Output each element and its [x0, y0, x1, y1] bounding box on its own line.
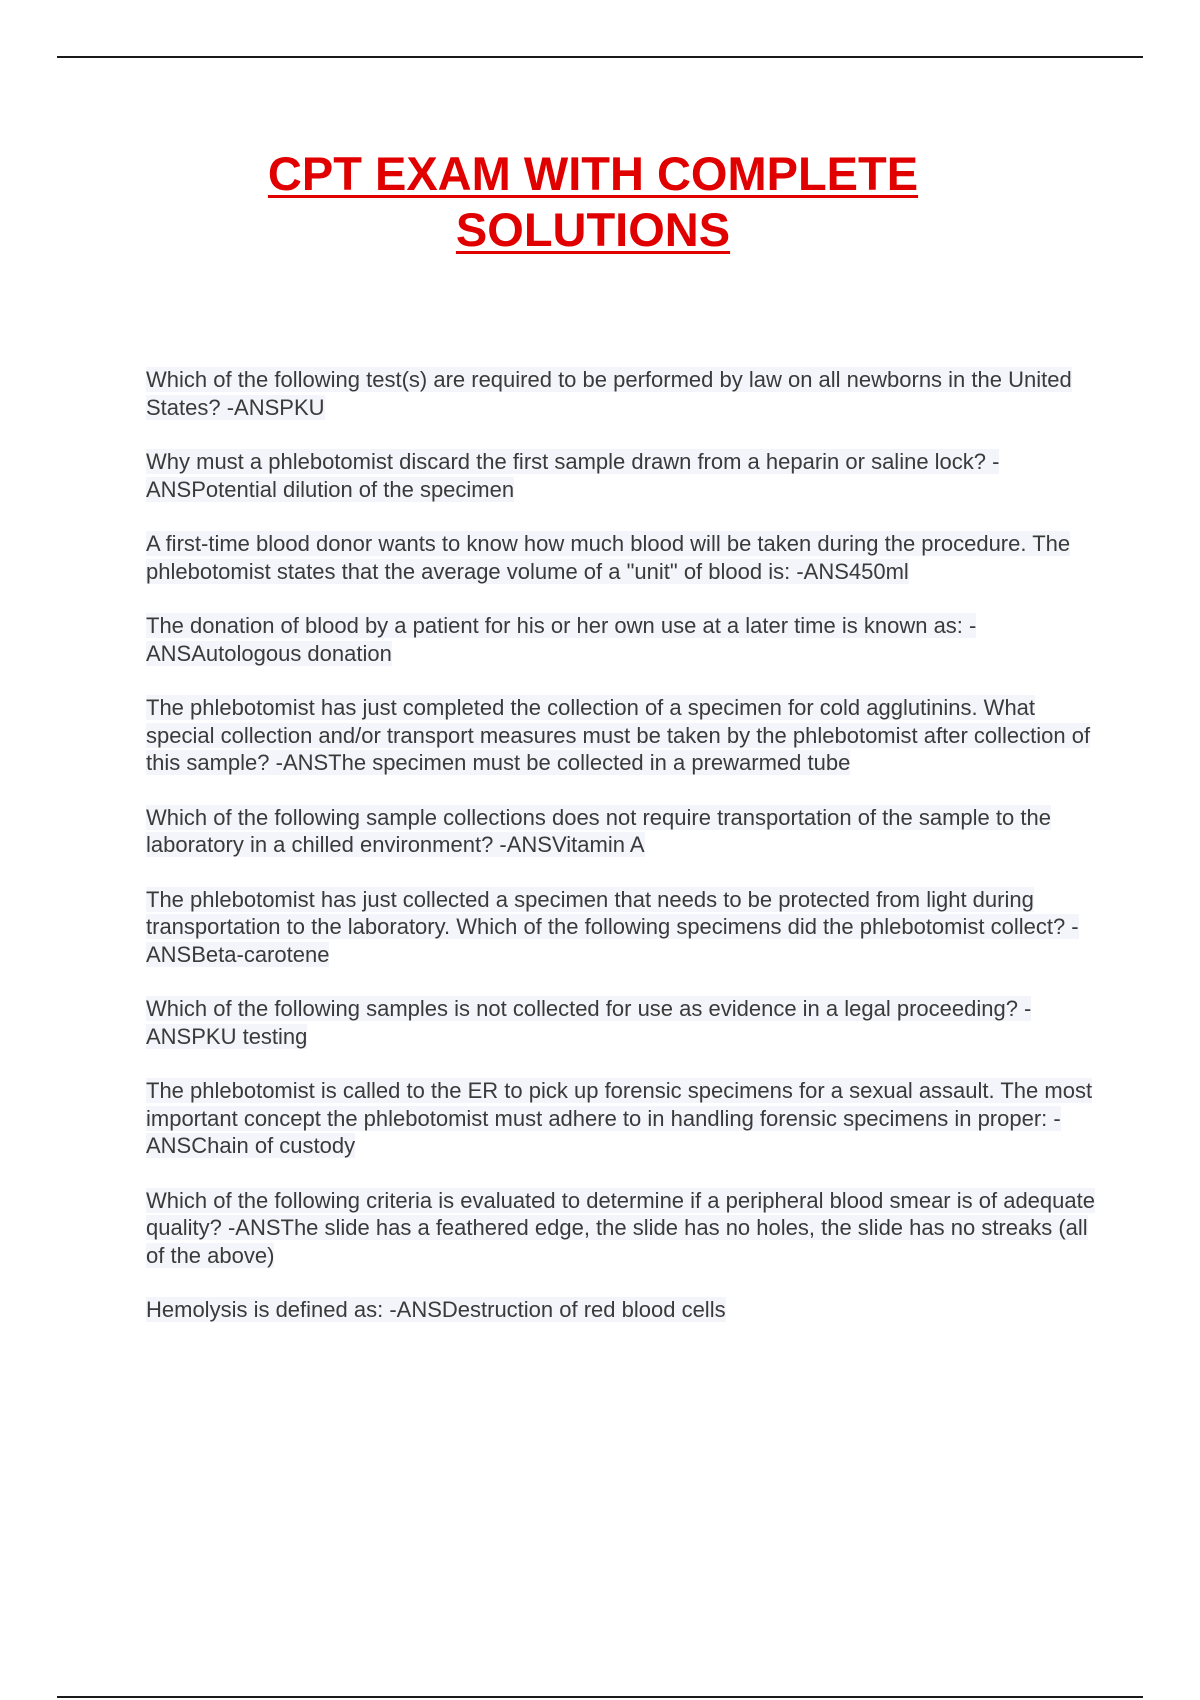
qa-text: Which of the following sample collections does not require transportation of the sample to the laboratory in a chilled environment? -ANSVitamin A: [146, 804, 1051, 857]
qa-item-5: [146, 694, 1096, 777]
qa-text: The phlebotomist has just completed the collection of a specimen for cold agglutinins. What special collection and/or transport measures must be taken by the phlebotomist after collection of this sample? -ANSThe specimen must be collected in a prewarmed tube: [146, 695, 1091, 775]
qa-item-2: [146, 448, 1096, 503]
qa-text: The phlebotomist has just collected a specimen that needs to be protected from light during transportation to the laboratory. Which of the following specimens did the phlebotomist collect? -ANSBeta-carotene: [146, 886, 1079, 967]
qa-item-3: [146, 530, 1096, 585]
question-answer-list: [146, 366, 1096, 1351]
qa-text: A first-time blood donor wants to know how much blood will be taken during the procedure. The phlebotomist states that the average volume of a "unit" of blood is: -ANS450ml: [146, 531, 1071, 584]
qa-item-8: [146, 995, 1096, 1050]
qa-text: The phlebotomist is called to the ER to pick up forensic specimens for a sexual assault. The most important concept the phlebotomist must adhere to in handling forensic specimens in proper: -ANSChain of custody: [146, 1078, 1093, 1158]
qa-item-7: [146, 886, 1096, 969]
qa-item-11: [146, 1296, 1096, 1324]
qa-text: Which of the following samples is not collected for use as evidence in a legal proceeding? -ANSPKU testing: [146, 996, 1032, 1049]
bottom-divider: [57, 1696, 1143, 1698]
title-line-2: SOLUTIONS: [455, 203, 731, 256]
qa-text: Hemolysis is defined as: -ANSDestruction of red blood cells: [146, 1297, 726, 1322]
qa-item-6: [146, 804, 1096, 859]
qa-text: Why must a phlebotomist discard the first sample drawn from a heparin or saline lock? -ANSPotential dilution of the specimen: [146, 449, 1000, 502]
qa-item-10: [146, 1187, 1096, 1270]
qa-text: Which of the following test(s) are required to be performed by law on all newborns in the United States? -ANSPKU: [146, 367, 1072, 420]
top-divider: [57, 56, 1143, 58]
qa-item-1: [146, 366, 1096, 421]
qa-item-9: [146, 1077, 1096, 1160]
qa-item-4: [146, 612, 1096, 667]
qa-text: The donation of blood by a patient for his or her own use at a later time is known as: -ANSAutologous donation: [146, 613, 977, 666]
qa-text: Which of the following criteria is evaluated to determine if a peripheral blood smear is of adequate quality? -ANSThe slide has a feathered edge, the slide has no holes, the slide has no streaks (all of the above): [146, 1187, 1095, 1268]
title-line-1: CPT EXAM WITH COMPLETE: [267, 147, 919, 200]
document-title: [0, 146, 1186, 258]
